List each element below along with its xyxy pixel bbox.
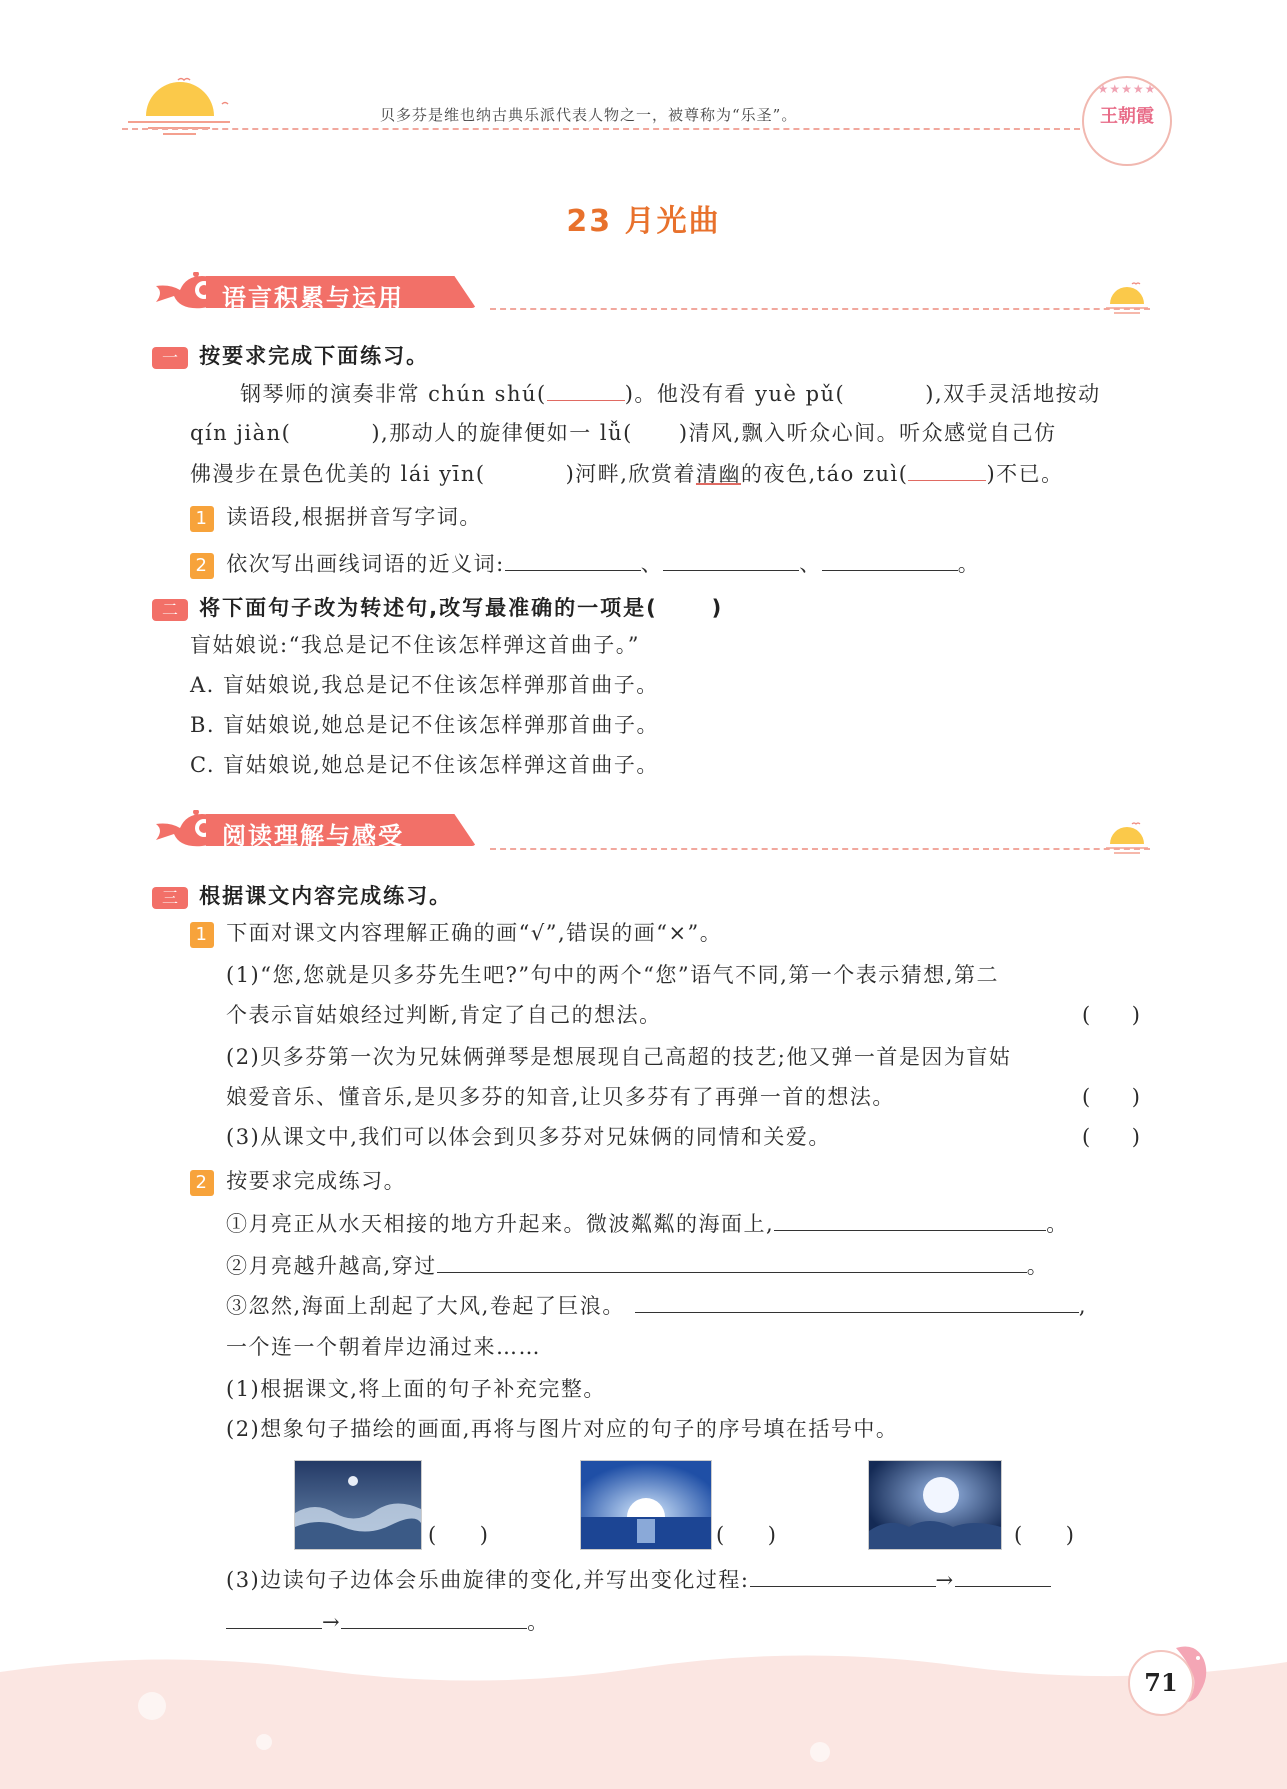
paren-close: ) [1065, 1523, 1076, 1547]
header-quote: 贝多芬是维也纳古典乐派代表人物之一，被尊称为“乐圣”。 [380, 106, 798, 124]
paren-close: ) [1131, 1003, 1142, 1027]
fill-blank-3[interactable] [635, 1290, 1079, 1313]
judge-blank-3[interactable] [1082, 1122, 1141, 1152]
waves-picture [294, 1460, 422, 1550]
change-blank-3[interactable] [341, 1606, 527, 1629]
fill-blank-1[interactable] [774, 1208, 1046, 1231]
fill-sentence-3-cont: 一个连一个朝着岸边涌过来…… [226, 1335, 541, 1359]
footer-wave [0, 1652, 1287, 1789]
passage-line-3 [190, 458, 1064, 489]
lesson-title: 23 月光曲 [566, 204, 721, 239]
passage-text: )河畔,欣赏着 [565, 462, 696, 486]
sub-question-1-2 [190, 548, 980, 579]
sunset-icon [1102, 280, 1152, 324]
option-c[interactable]: C. 盲姑娘说,她总是记不住该怎样弹这首曲子。 [190, 753, 659, 777]
quote-sentence: 盲姑娘说:“我总是记不住该怎样弹这首曲子。” [190, 633, 641, 657]
period: 。 [1026, 1254, 1050, 1278]
passage-text: ),双手灵活地按动 [925, 382, 1101, 406]
passage-text: 佛漫步在景色优美的 lái yīn( [190, 462, 486, 486]
section-title-1: 语言积累与运用 [222, 284, 404, 312]
sub-text: 依次写出画线词语的近义词: [226, 552, 505, 576]
sub-text: 下面对课文内容理解正确的画“√”,错误的画“×”。 [226, 921, 723, 945]
sub-question-1-1 [190, 502, 482, 532]
sentence-text: ②月亮越升越高,穿过 [226, 1254, 437, 1278]
option-b[interactable]: B. 盲姑娘说,她总是记不住该怎样弹那首曲子。 [190, 713, 659, 737]
moonrise-picture [580, 1460, 712, 1550]
passage-text: qín jiàn( [190, 421, 292, 445]
question-heading-1: 按要求完成下面练习。 [199, 344, 430, 368]
paren-open: ( [1082, 1003, 1092, 1027]
judge-blank-2[interactable] [1082, 1082, 1141, 1112]
sub-question-3-2 [190, 1166, 406, 1196]
section-divider-2 [490, 848, 1150, 850]
picture-blank-1[interactable] [428, 1520, 489, 1550]
underlined-word: 清幽 [695, 462, 741, 486]
paren-close: ) [1131, 1125, 1142, 1149]
synonym-blank-1[interactable] [505, 548, 641, 571]
paren-open: ( [716, 1523, 726, 1547]
change-blank-1[interactable] [750, 1564, 936, 1587]
arrow: → [322, 1610, 342, 1634]
passage-line-2 [190, 418, 1057, 448]
period: 。 [527, 1610, 550, 1634]
paren-close: ) [711, 596, 724, 620]
question-heading-3: 根据课文内容完成练习。 [199, 884, 453, 908]
picture-blank-2[interactable] [716, 1520, 777, 1550]
header-divider [122, 128, 1080, 130]
sub-number: 2 [190, 553, 214, 579]
fill-sentence-2 [226, 1250, 1049, 1281]
answer-blank-taozui[interactable] [908, 458, 986, 481]
task-1: (1)根据课文,将上面的句子补充完整。 [226, 1377, 606, 1401]
option-a[interactable]: A. 盲姑娘说,我总是记不住该怎样弹那首曲子。 [190, 673, 659, 697]
task-2: (2)想象句子描绘的画面,再将与图片对应的句子的序号填在括号中。 [226, 1417, 899, 1441]
period: 。 [957, 552, 981, 576]
statement-3: (3)从课文中,我们可以体会到贝多芬对兄妹俩的同情和关爱。 [226, 1125, 831, 1149]
synonym-blank-3[interactable] [822, 548, 958, 571]
arrow: → [935, 1568, 955, 1592]
sub-number: 1 [190, 922, 214, 948]
moon-clouds-picture [868, 1460, 1002, 1550]
sub-number: 1 [190, 506, 214, 532]
statement-1-line-1: (1)“您,您就是贝多芬先生吧?”句中的两个“您”语气不同,第一个表示猜想,第二 [226, 963, 999, 987]
separator: 、 [799, 552, 822, 576]
picture-blank-3[interactable] [1014, 1520, 1075, 1550]
brand-seal: ★★★★★ 王朝霞 [1082, 76, 1172, 166]
question-tag-2: 二 [152, 599, 188, 621]
fill-sentence-3 [226, 1290, 1087, 1321]
sub-number: 2 [190, 1170, 214, 1196]
sunset-logo [118, 68, 238, 148]
passage-text: ),那动人的旋律便如一 lǚ( [371, 421, 633, 445]
judge-blank-1[interactable] [1082, 1000, 1141, 1030]
passage-text: )清风,飘入听众心间。听众感觉自己仿 [678, 421, 1057, 445]
answer-blank-chunshu[interactable] [547, 378, 625, 401]
period: 。 [1046, 1212, 1069, 1236]
paren-open: ( [1082, 1125, 1092, 1149]
paren-close: ) [1131, 1085, 1142, 1109]
question-tag-1: 一 [152, 347, 188, 369]
passage-text: 钢琴师的演奏非常 chún shú( [240, 382, 547, 406]
statement-2-line-1: (2)贝多芬第一次为兄妹俩弹琴是想展现自己高超的技艺;他又弹一首是因为盲姑 [226, 1045, 1012, 1069]
question-heading-2: 将下面句子改为转述句,改写最准确的一项是( [199, 596, 658, 620]
section-divider-1 [490, 308, 1150, 310]
statement-1-line-2: 个表示盲姑娘经过判断,肯定了自己的想法。 [226, 1003, 662, 1027]
sentence-text: ③忽然,海面上刮起了大风,卷起了巨浪。 [226, 1294, 625, 1318]
comma: , [1078, 1294, 1088, 1318]
statement-2-line-2: 娘爱音乐、懂音乐,是贝多芬的知音,让贝多芬有了再弹一首的想法。 [226, 1085, 895, 1109]
sub-question-3-1 [190, 918, 722, 948]
passage-text: )。他没有看 yuè pǔ( [624, 382, 846, 406]
task-text: (3)边读句子边体会乐曲旋律的变化,并写出变化过程: [226, 1568, 750, 1592]
section-banner-1 [150, 272, 490, 312]
paren-close: ) [767, 1523, 778, 1547]
fill-blank-2[interactable] [437, 1250, 1027, 1273]
section-title-2: 阅读理解与感受 [222, 822, 404, 850]
passage-line-1 [240, 378, 1101, 409]
sentence-text: ①月亮正从水天相接的地方升起来。微波粼粼的海面上, [226, 1212, 775, 1236]
fill-sentence-1 [226, 1208, 1069, 1239]
synonym-blank-2[interactable] [663, 548, 799, 571]
paren-open: ( [428, 1523, 438, 1547]
section-banner-2 [150, 810, 490, 850]
paren-close: ) [479, 1523, 490, 1547]
page-number: 71 [1128, 1650, 1194, 1716]
sub-text: 按要求完成练习。 [226, 1169, 407, 1193]
change-blank-2b[interactable] [226, 1606, 322, 1629]
sunset-icon [1102, 820, 1152, 864]
brand-name: 王朝霞 [1100, 106, 1154, 127]
passage-text: 的夜色,táo zuì( [740, 462, 909, 486]
separator: 、 [640, 552, 664, 576]
question-tag-3: 三 [152, 887, 188, 909]
sub-text: 读语段,根据拼音写字词。 [226, 505, 482, 529]
task-3-cont [226, 1606, 550, 1637]
dolphin-icon [1166, 1640, 1212, 1706]
paren-open: ( [1014, 1523, 1024, 1547]
change-blank-2a[interactable] [955, 1564, 1051, 1587]
passage-text: )不已。 [986, 462, 1064, 486]
paren-open: ( [1082, 1085, 1092, 1109]
task-3 [226, 1564, 1051, 1595]
